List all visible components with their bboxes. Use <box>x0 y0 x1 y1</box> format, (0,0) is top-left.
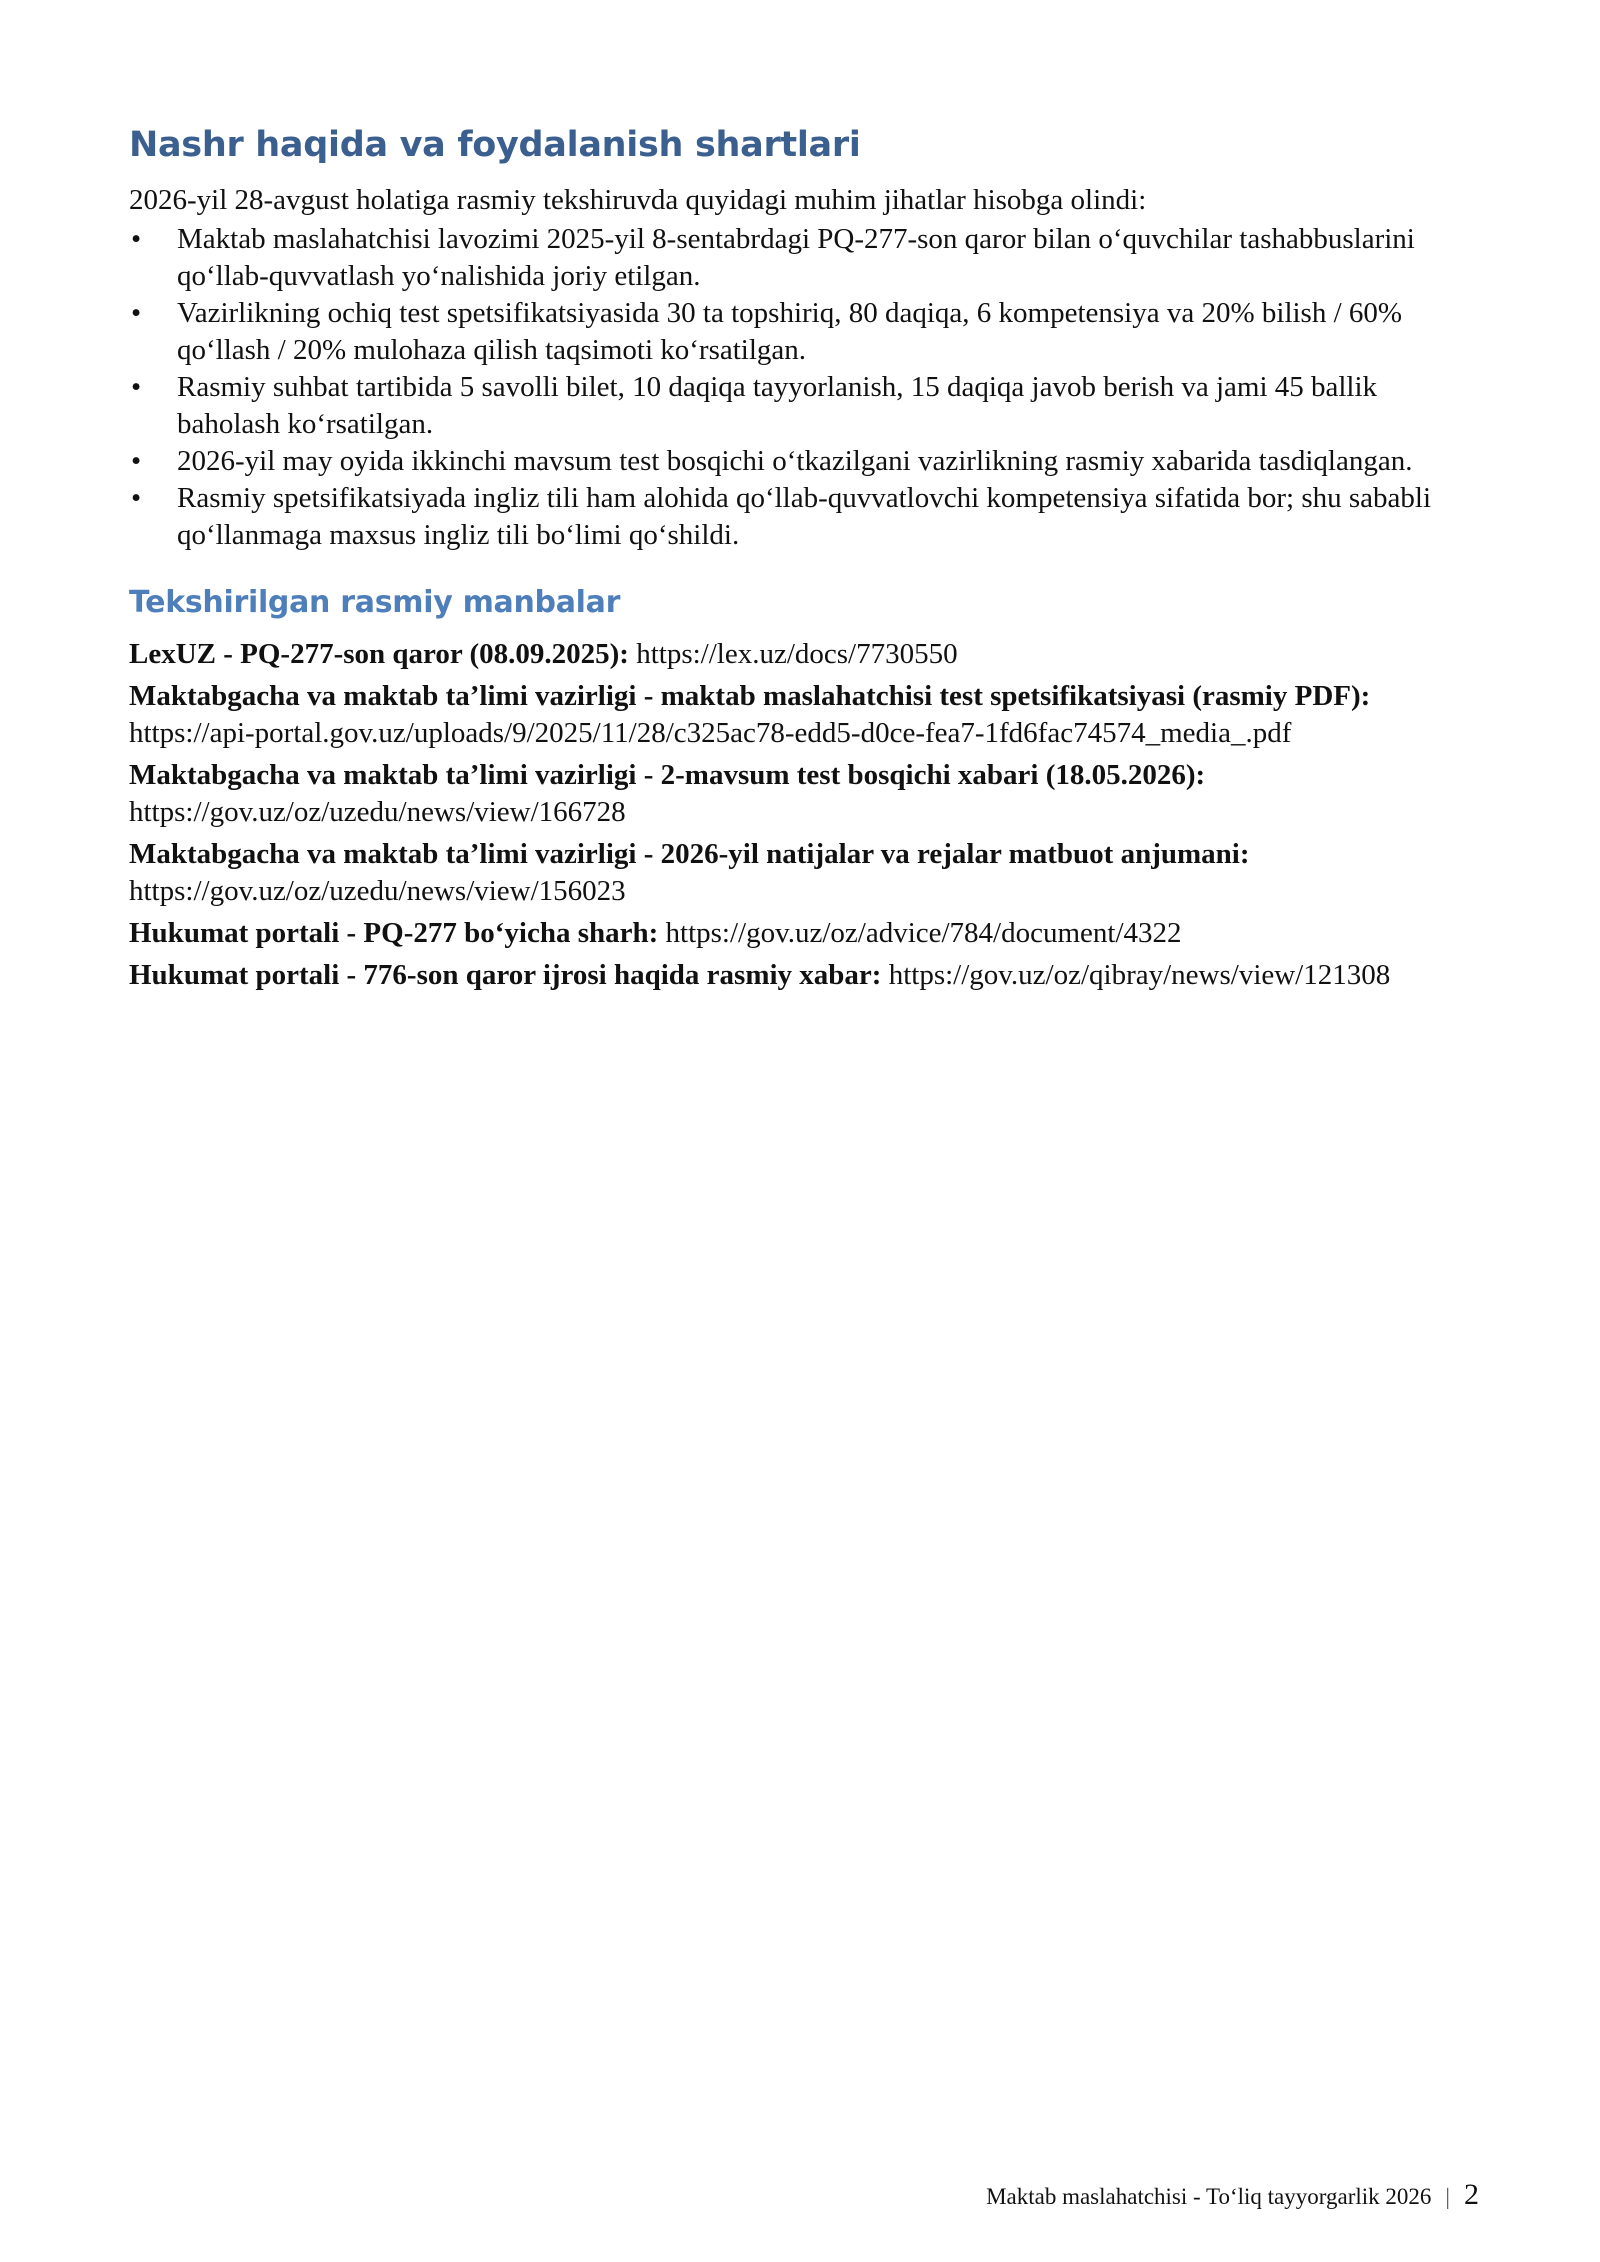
bullet-icon: • <box>131 482 142 514</box>
bullet-item: • Rasmiy spetsifikatsiyada ingliz tili ham alohida qo‘llab-quvvatlovchi kompetensiya sifatida bor; shu sababli qo‘llanmaga maxsus ingliz tili bo‘limi qo‘shildi. <box>131 482 1431 551</box>
footer-separator: | <box>1445 2184 1450 2209</box>
bullet-item: • Maktab maslahatchisi lavozimi 2025-yil 8-sentabrdagi PQ-277-son qaror bilan o‘quvchilar tashabbuslarini qo‘llab-quvvatlash yo‘nalishida joriy etilgan. <box>131 223 1415 292</box>
footer-text: Maktab maslahatchisi - To‘liq tayyorgarlik 2026 <box>986 2184 1432 2209</box>
source-title: Maktabgacha va maktab ta’limi vazirligi - 2026-yil natijalar va rejalar matbuot anjumani: <box>129 838 1250 870</box>
source-entry <box>129 757 1479 831</box>
source-entry <box>129 678 1479 752</box>
source-entry <box>129 636 1479 673</box>
source-title: Maktabgacha va maktab ta’limi vazirligi - maktab maslahatchisi test spetsifikatsiyasi (rasmiy PDF): <box>129 680 1371 712</box>
page-footer <box>986 2180 1479 2212</box>
sources-list <box>129 636 1479 994</box>
bullet-item: • Rasmiy suhbat tartibida 5 savolli bilet, 10 daqiqa tayyorlanish, 15 daqiqa javob berish va jami 45 ballik baholash ko‘rsatilgan. <box>131 371 1378 440</box>
bullet-icon: • <box>131 445 142 477</box>
bullet-list <box>129 221 1479 554</box>
bullet-icon: • <box>131 223 142 255</box>
source-title: Maktabgacha va maktab ta’limi vazirligi - 2-mavsum test bosqichi xabari (18.05.2026): <box>129 759 1206 791</box>
source-url[interactable]: https://gov.uz/oz/uzedu/news/view/156023 <box>129 875 626 907</box>
sources-heading: Tekshirilgan rasmiy manbalar <box>129 585 621 620</box>
source-entry <box>129 957 1479 994</box>
bullet-item: • 2026-yil may oyida ikkinchi mavsum test bosqichi o‘tkazilgani vazirlikning rasmiy xabarida tasdiqlangan. <box>129 443 1479 480</box>
source-url[interactable]: https://gov.uz/oz/qibray/news/view/121308 <box>888 959 1391 991</box>
bullet-icon: • <box>131 297 142 329</box>
source-title: Hukumat portali - PQ-277 bo‘yicha sharh: <box>129 917 659 949</box>
bullet-icon: • <box>131 371 142 403</box>
section-heading: Nashr haqida va foydalanish shartlari <box>129 125 861 165</box>
source-url[interactable]: https://gov.uz/oz/advice/784/document/4322 <box>665 917 1182 949</box>
source-entry <box>129 915 1479 952</box>
bullet-item: • Vazirlikning ochiq test spetsifikatsiyasida 30 ta topshiriq, 80 daqiqa, 6 kompetensiya va 20% bilish / 60% qo‘llash / 20% mulohaza qilish taqsimoti ko‘rsatilgan. <box>131 297 1403 366</box>
source-title: Hukumat portali - 776-son qaror ijrosi haqida rasmiy xabar: <box>129 959 882 991</box>
page-number: 2 <box>1464 2178 1479 2211</box>
source-url[interactable]: https://gov.uz/oz/uzedu/news/view/166728 <box>129 796 626 828</box>
intro-paragraph: 2026-yil 28-avgust holatiga rasmiy tekshiruvda quyidagi muhim jihatlar hisobga olindi: <box>129 184 1147 216</box>
source-url[interactable]: https://lex.uz/docs/7730550 <box>636 638 958 670</box>
source-title: LexUZ - PQ-277-son qaror (08.09.2025): <box>129 638 629 670</box>
source-url[interactable]: https://api-portal.gov.uz/uploads/9/2025/11/28/c325ac78-edd5-d0ce-fea7-1fd6fac74574_media_.pdf <box>129 717 1292 749</box>
source-entry <box>129 836 1479 910</box>
document-page <box>129 122 1479 999</box>
